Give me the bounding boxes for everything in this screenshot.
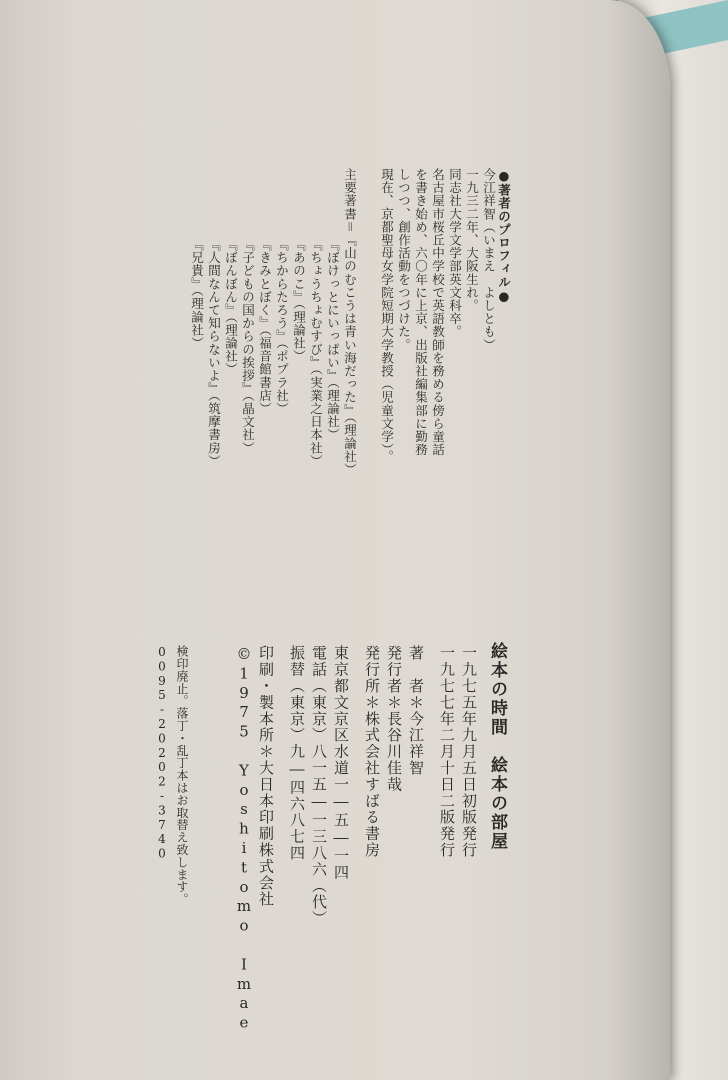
profile-line: 『ぼけっとにいっぱい』（理論社） — [325, 238, 341, 442]
colophon-line: 一九七七年二月十日二版発行 — [438, 645, 456, 859]
book-code: 0095-20202-3740 — [155, 645, 169, 861]
colophon-line: 発行者＊長谷川佳哉 — [385, 645, 403, 793]
profile-line: 今江祥智（いまえ よしとも） — [481, 168, 497, 352]
book-title: 絵本の時間 絵本の部屋 — [487, 642, 507, 851]
colophon-line: 東京都文京区水道一―五―一四 — [332, 645, 350, 881]
profile-line: 『ちからたろう』（ポプラ社） — [274, 238, 290, 416]
profile-line: 『人間なんて知らないよ』（筑摩書房） — [206, 238, 222, 468]
profile-line: 名古屋市桜丘中学校で英語教師を務める傍ら童話 — [430, 168, 446, 457]
profile-line: 『兄貴』（理論社） — [189, 238, 205, 350]
profile-line: しつつ、創作活動をつづけた。 — [396, 168, 412, 352]
profile-heading: ●著者のプロフィル● — [496, 168, 512, 304]
colophon-line: 電話（東京）八一五―一三八六（代） — [310, 645, 328, 927]
colophon-line: 発行所＊株式会社すばる書房 — [363, 645, 381, 859]
profile-line: を書き始め、六〇年に上京、出版社編集部に勤務 — [413, 168, 429, 457]
profile-line: 現在、京都聖母女学院短期大学教授（児童文学）。 — [379, 168, 395, 464]
profile-line: 『ぼんぼん』（理論社） — [223, 238, 239, 376]
profile-line: 『きみとぼく』（福音館書店） — [257, 238, 273, 416]
profile-line: 同志社大学文学部英文科卒。 — [447, 168, 463, 339]
colophon-line: 印刷・製本所＊大日本印刷株式会社 — [257, 645, 275, 908]
copyright-line: ©1975 Yoshitomo Imae — [235, 645, 253, 1033]
profile-line: 『あのこ』（理論社） — [291, 238, 307, 363]
colophon-line: 著 者＊今江祥智 — [407, 645, 425, 777]
profile-line: 『ちょうちょむすび』（実業之日本社） — [308, 238, 324, 468]
colophon-note: 検印廃止。落丁・乱丁本はお取替え致します。 — [175, 645, 189, 906]
colophon-line: 振替（東京）九―四六八七四 — [288, 645, 306, 862]
profile-line: 主要著書＝『山のむこうは青い海だった』（理論社） — [342, 168, 358, 477]
profile-line: 一九三二年、大阪生れ。 — [464, 168, 480, 313]
profile-line: 『子どもの国からの挨拶』（晶文社） — [240, 238, 256, 455]
colophon-line: 一九七五年九月五日初版発行 — [460, 645, 478, 859]
